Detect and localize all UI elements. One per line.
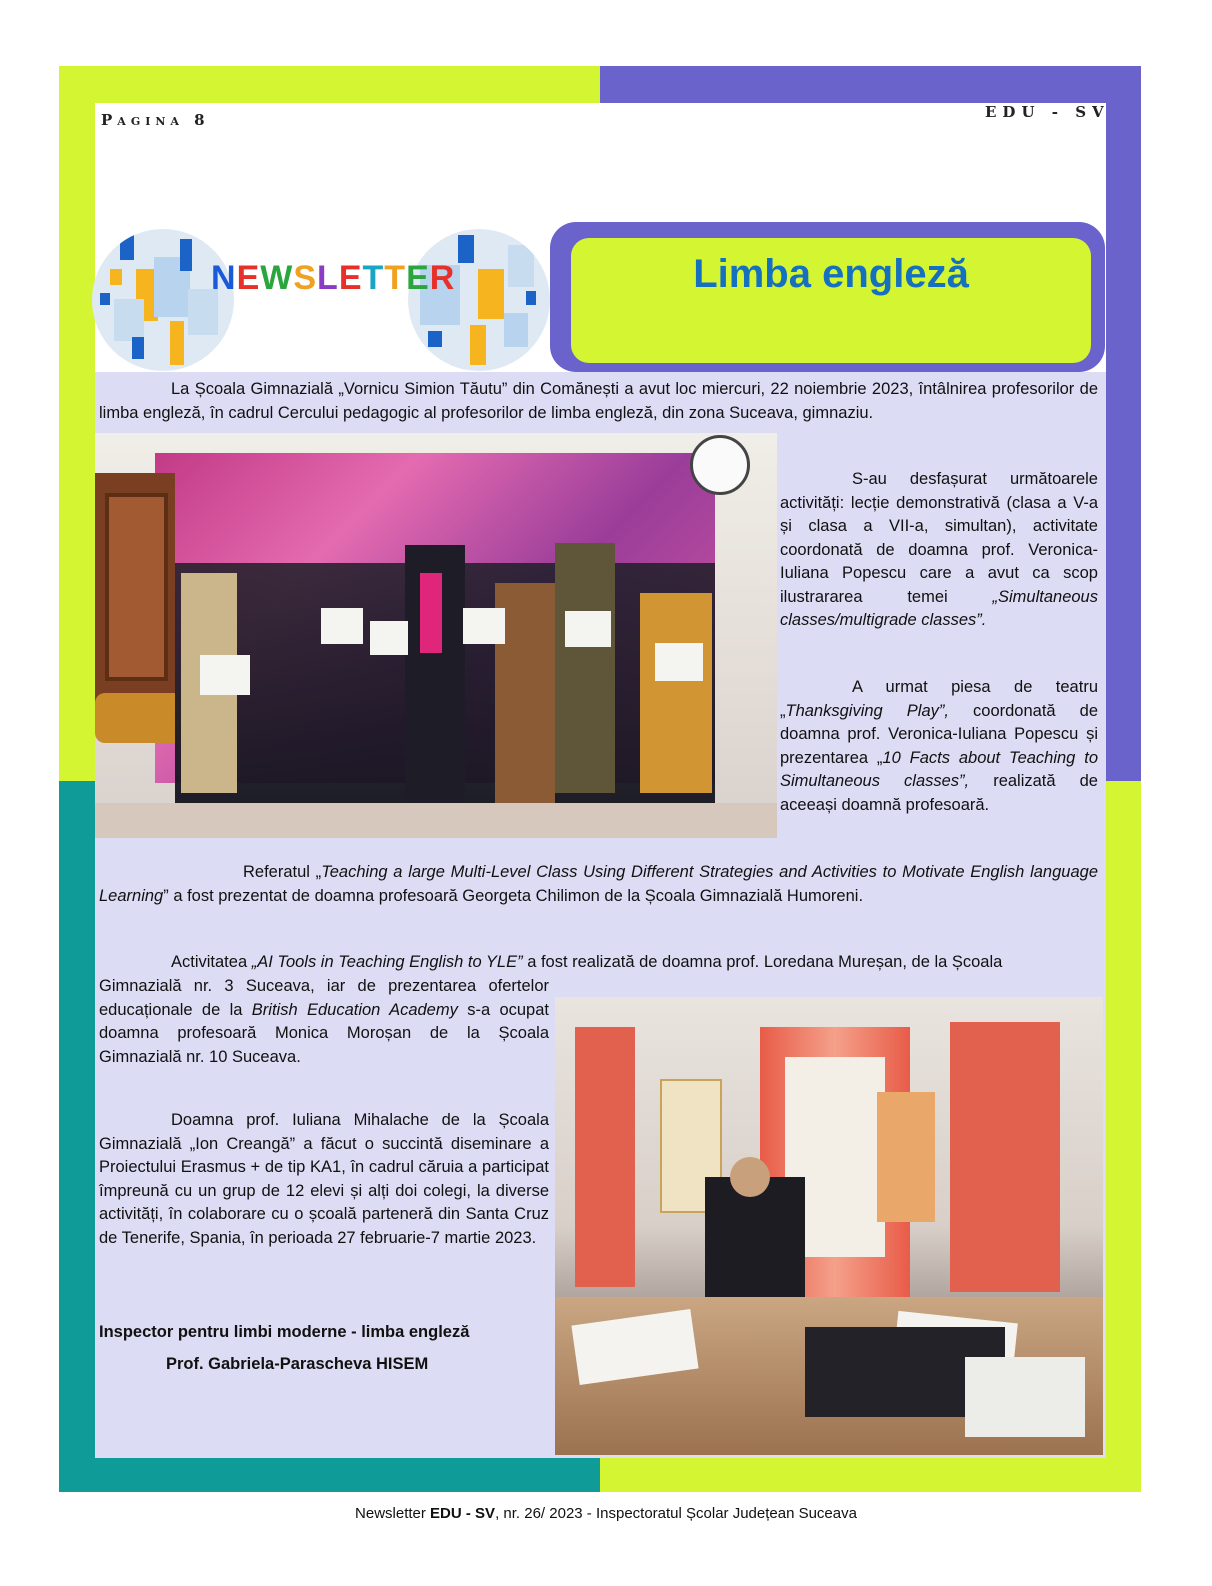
paragraph-referat-text-a: Referatul „ — [243, 863, 322, 881]
newsletter-letter: E — [406, 259, 430, 297]
newsletter-letter: S — [293, 259, 318, 297]
page-number: Pagina 8 — [101, 111, 210, 129]
newsletter-letter: T — [384, 259, 407, 297]
paragraph-play-presentation: 10 Facts about Teaching to Simultaneous classes”, — [780, 748, 1098, 790]
signature-role: Inspector pentru limbi moderne - limba engleză — [99, 1323, 470, 1341]
paragraph-ai-tools-rest — [99, 975, 549, 1069]
paragraph-intro: La Școala Gimnazială „Vornicu Simion Tăutu” din Comănești a avut loc miercuri, 22 noiembrie 2023, întâlnirea profesorilor de limba engleză, în cadrul Cercului pedagogic al profesorilor de limba engleză, din zona Suceava, gimnaziu. — [99, 380, 1098, 422]
page-footer — [0, 1505, 1212, 1522]
paragraph-ai-title: „AI Tools in Teaching English to YLE” — [251, 953, 523, 971]
newsletter-letter: N — [211, 259, 237, 297]
header-brand: EDU - SV — [985, 103, 1110, 121]
newsletter-letter: E — [338, 259, 363, 297]
paragraph-activities — [780, 468, 1098, 633]
newsletter-letter: T — [362, 259, 385, 297]
newsletter-letter: R — [429, 259, 456, 297]
newsletter-letter: E — [236, 259, 261, 297]
paragraph-ai-academy: British Education Academy — [251, 1000, 458, 1019]
paragraph-referat-text-b: ” a fost prezentat de doamna profesoară Georgeta Chilimon de la Școala Gimnazială Humoreni. — [163, 886, 864, 905]
photo-students-certificates — [95, 433, 777, 838]
newsletter-letter: W — [260, 259, 294, 297]
paragraph-ai-text-b: a fost realizată de doamna prof. Loredana Mureșan, de la Școala — [522, 953, 1003, 971]
paragraph-erasmus: Doamna prof. Iuliana Mihalache de la Școala Gimnazială „Ion Creangă” a făcut o succintă diseminare a Proiectului Erasmus + de tip KA1, în cadrul căruia a participat împreună cu un grup de 12 elevi și alți doi colegi, la diverse activități, în colaborare cu o școală parteneră din Santa Cruz de Tenerife, Spania, în perioada 27 februarie-7 martie 2023. — [99, 1111, 549, 1247]
paragraph-activities-topic: „Simultaneous classes/multigrade classes”. — [780, 587, 1098, 629]
footer-brand: EDU - SV — [430, 1505, 496, 1522]
paragraph-play — [780, 676, 1098, 817]
newsletter-letter: L — [317, 259, 339, 297]
paragraph-activities-text: S-au desfașurat următoarele activități: lecție demonstrativă (clasa a V-a și clasa a VII-a, simultan), activitate coordonată de doamna prof. Veronica-Iuliana Popescu care a avut ca scop ilustrararea temei — [780, 470, 1098, 606]
newsletter-circle-right — [408, 229, 550, 371]
paragraph-play-text-c: realizată de aceeași doamnă profesoară. — [780, 772, 1098, 814]
paragraph-referat — [99, 861, 1098, 908]
signature-name: Prof. Gabriela-Parascheva HISEM — [166, 1355, 429, 1373]
photo-classroom — [555, 997, 1103, 1455]
paragraph-referat-title: Teaching a large Multi-Level Class Using Different Strategies and Activities to Motivate English language Learning — [99, 863, 1098, 905]
paragraph-ai-tools-line1 — [99, 951, 1098, 975]
paragraph-ai-text-a: Activitatea — [171, 953, 252, 971]
newsletter-wordmark — [211, 259, 455, 298]
paragraph-play-text-b: coordonată de doamna prof. Veronica-Iuliana Popescu și prezentarea „ — [780, 701, 1099, 767]
footer-suffix: , nr. 26/ 2023 - Inspectoratul Școlar Județean Suceava — [495, 1505, 857, 1522]
paragraph-ai-text-d: s-a ocupat doamna profesoară Monica Moroșan de la Școala Gimnazială nr. 10 Suceava. — [99, 1000, 549, 1066]
newsletter-circle-left — [92, 229, 234, 371]
paragraph-play-text-a: A urmat piesa de teatru „ — [780, 678, 1098, 720]
paragraph-play-title: Thanksgiving Play”, — [785, 701, 949, 720]
paragraph-ai-text-c: Gimnazială nr. 3 Suceava, iar de prezentarea ofertelor educaționale de la — [99, 977, 549, 1019]
page-title: Limba engleză — [693, 252, 969, 296]
footer-prefix: Newsletter — [355, 1505, 431, 1522]
